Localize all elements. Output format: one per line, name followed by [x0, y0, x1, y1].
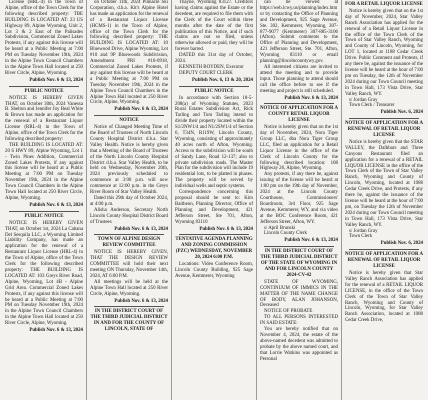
notice-paragraph: KENNETH BOYDEN, Executor	[179, 64, 244, 70]
notice-paragraph: NOTICE IS HEREBY GIVEN THAT, on October 30th, 2024 Vanessa B. Shelton and Jennifer Joy Beal White & Brown has made an application for the renewal of a Restaurant Liquor License (RRL-4) in the Town of Alpine, office of the Town Clerk for the following described property:	[5, 95, 83, 142]
notice-paragraph: DATED this 31st day of October, 2024.	[175, 53, 253, 65]
publish-dates: Publish Nov. 6 & 13, 2024	[29, 77, 83, 83]
publish-dates: Publish Nov. 6 & 13, 2024	[199, 226, 253, 232]
legal-notice	[260, 106, 338, 244]
legal-notice	[175, 89, 253, 233]
notice-title: TENTATIVE AGENDA PLANNING AND ZONING COMMISSION (PZC) WEDNESDAY, NOVEMBER 20, 2024 6:00 P.M.	[175, 237, 253, 261]
notice-column	[172, 0, 257, 400]
notice-paragraph: Town Clerk	[349, 234, 373, 240]
notice-paragraph: STATE OF WYOMING, CONTINUUM OF IMMICS IN THE MATTER OF THE NAME CHANGE OF BODY, ALAN JOHANSON, Deceased	[260, 279, 338, 309]
legal-notice	[90, 237, 168, 304]
legal-notice	[175, 0, 253, 84]
publish-dates: Publish Nov. 6 & 13, 2024	[114, 226, 168, 232]
notice-column	[87, 0, 172, 400]
legal-notice	[345, 252, 423, 324]
notice-paragraph: Notice of Changed Meeting Time of the Board of Trustees of North Lincoln County Hospital District d.b.a. Star Valley Health. Notice is hereby given that a Meeting of the Board of Trustees of the North Lincoln County Hospital District d.b.a. Star Valley Health, to be held on Wednesday, November 20th, 2024 previously scheduled to commence at 3:00 p.m. will now commence at 12:00 p.m. in the Greys River Room of Star Valley Health.	[90, 125, 168, 196]
notice-divider	[349, 118, 419, 119]
notice-title: PUBLIC NOTICE	[24, 213, 64, 219]
notice-column	[2, 0, 87, 400]
publish-dates: Publish Nov. 6, 13 & 20, 2024	[191, 77, 253, 83]
notice-paragraph: s/ April Brunski	[264, 225, 296, 231]
publish-dates: Publish Nov. 6 & 13, 2024	[284, 238, 338, 244]
publish-dates: Publish Nov. 6 & 13, 2024	[29, 202, 83, 208]
notice-divider	[179, 234, 249, 235]
notice-paragraph: TO ALL PERSONS INTERESTED IN SAID ESTATE:	[260, 315, 338, 327]
notice-paragraph: s/ Jordan Gray	[349, 97, 378, 103]
legal-notice	[5, 89, 83, 209]
notice-column	[257, 0, 342, 400]
notice-paragraph: can be viewed at https://web.lcwy.us/planning/index.htm or by contacting the Office of Planning and Development, 925 Sage Avenue, Ste. 302, Kemmerer, Wyoming, 307-877-9077 (Kemmerer) 307-885-3106 (Afton). Submit comments to the Office of Planning and Development, 421 Jefferson Street, Ste. 701, Afton, Wyoming 83110 or email planning@lincolncountywy.gov.	[260, 0, 338, 65]
notice-title: NOTICE OF APPLICATION FOR A RENEWAL OF RETAIL LIQUOR LICENSE	[345, 252, 423, 270]
notice-paragraph: NOTICE IS HEREBY GIVEN, THAT THE DESIGN REVIEW COMMITTEE will hold their next meeting ON Thursday, November 14th, 2024, AT 6:00 P.M.	[90, 250, 168, 279]
notice-title: FOR A RETAIL LIQUOR LICENSE	[345, 2, 423, 7]
notice-paragraph: Town Clerk / Treasurer	[349, 103, 395, 109]
notice-paragraph: NOTICE IS HEREBY GIVEN THAT, on October 1st, 2024 La Cabana Del Sesquila LLC, a Wyoming Limited Liability Company, has made an application for the renewal of a Restaurant Liquor License (HRL-4) in the Town of Alpine, office of the Town Clerk for the following described property: THE BUILDING IS LOCATED AT: 103 Greys River Road, Alpine, Wyoming, Lot 4B - Alpine Grid Area. Commercial Zoned Lakes Protests, if any against this license will be heard at a Public Meeting at 7:00 PM on Tuesday November 19th, 2024 in the Alpine Town Council Chambers in the Alpine Town Hall located at 250 River Circle, Alpine, Wyoming.	[5, 220, 83, 327]
notice-divider	[264, 103, 334, 104]
publish-dates: Publish Nov. 6, 2024	[380, 110, 423, 116]
notice-paragraph: Locations: Video Conference Room, Lincoln County Building, 925 Sage Avenue, Kemmerer, Wyoming	[175, 262, 253, 279]
notice-title: TOWN OF ALPINE DESIGN REVIEW COMMITTEE	[97, 237, 161, 249]
notice-title: PUBLIC NOTICE	[24, 88, 64, 94]
legal-notice	[90, 118, 168, 232]
notice-paragraph: Any protests, if any there be, against issuing of the license will be heard at 1:00 pm on the 19th day of November, 2024 at the Lincoln County Courthouse, Commissioners' Boardroom, 3rd Floor, 925 Sage Avenue, Kemmerer, WY, and via video at the BOC Conference Room, 421 Jefferson Street, Afton, WY.	[260, 172, 338, 225]
notice-paragraph: All interested citizens are invited to attend the meeting and to provide input. Those planning to attend should call the office before to see if the meeting and project is still scheduled.	[260, 64, 338, 94]
notice-title: NOTICE OF APPLICATION FOR A COUNTY RETAIL LIQUOR LICENSE	[260, 106, 338, 124]
notice-paragraph: THE BUILDING IS LOCATED AT: 20 S HWY 89, Alpine Wyoming, Lot 1 - Twin Pines Addition, Commercial Zoned Lakes Protests, if any against this license will be heard at a Public Meeting at 7:00 PM on Tuesday November 19th, 2024 in the Alpine Town Council Chambers in the Alpine Town Hall located at 250 River Circle, Alpine, Wyoming.	[5, 142, 83, 201]
legal-notice	[260, 249, 338, 362]
publish-dates: Publish Nov. 6 & 13, 2024	[284, 95, 338, 101]
notice-paragraph: on October 11th, 2024 Pinnacle Ski Corporation, d.b.a. Kit's Alpine Hotel has made an application for the renewal of a Restaurant Liquor License (HCMS-1) in the Town of Alpine, office of the Town Clerk for the following described property: THE BUILDING IS LOCATED AT: 10 Bluewood Drive, Alpine Wyoming, Lot #10 and 9P Bluewoods Subdivision, Amendment PRI #10-0918, Commercial Zoned Lakes Protests, if any against this license will be heard at a Public Meeting at 7:00 PM on Tuesday November 19th, 2024 in the Alpine Town Council Chambers in the Alpine Town Hall located at 250 River Circle, Alpine, Wyoming.	[90, 0, 168, 106]
notice-divider	[349, 249, 419, 250]
notice-paragraph: Notice is hereby given that the STAR VALLEY, the Dalbbars and Three Canyons Restaurant filed an application for a renewal of a RETAIL LIQUOR LICENSE in the office of the Town Clerk of the Town of Star Valley Ranch, Wyoming and County of Lincoln, Wyoming, located at 1088 Cedar Creek Drive, and Protests, if any there be, against the issuance of the license will be heard at the hour of 7:00 pm, on Tuesday the 12th of November 2024 during our Town Council meeting in Town Hall, 173 Vista Drive, Star Valley Ranch, WY.	[345, 139, 423, 228]
legal-notice	[90, 0, 168, 113]
publish-dates: Publish Nov. 6, 2024	[380, 241, 423, 247]
publish-dates: Publish Nov. 6 & 13, 2024	[29, 328, 83, 334]
notice-paragraph: You are hereby notified that on November 4, 2024, the estate of the above-named decedent was admitted to probate by the above named court, and that Lorrie Watkins was appointed as Personal	[260, 327, 338, 362]
notice-title: NOTICE OF APPLICATION FOR A RENEWAL OF RETAIL LIQUOR LICENSE	[345, 121, 423, 139]
legal-notice	[5, 0, 83, 84]
notice-paragraph: License (HRL-4) in the Town of Alpine, office of the Town Clerk for the following described property: TBE BUILDING IS LOCATED AT: 23 US Highway 89, Alpine Wyoming, Unit 2, Lot 3 & 2 East of the Palisades Subdivision, Commercial Zoned Lakes Protests, if any against this license will be heard at a Public Meeting at 7:00 PM on Tuesday November 19th, 2024 in the Alpine Town Council Chambers in the Alpine Town Hall located at 250 River Circle, Alpine, Wyoming.	[5, 0, 83, 76]
notice-paragraph: s/ Jordan Gray	[349, 228, 378, 234]
legal-notice	[90, 309, 168, 333]
publish-dates: Publish Nov. 6 & 13, 2024	[114, 298, 168, 304]
notice-divider	[9, 211, 79, 212]
notice-paragraph: Notice is hereby given that on the 1st day of November, 2024, Nora Tiger Group LLC, dba Nora Tiger Group LLC, filed an application for a Retail Liquor License in the office of the Clerk of Lincoln County for the following described location: 108 Highway 26, Alpine, Wyoming.	[260, 125, 338, 172]
legal-notice	[260, 0, 338, 101]
notice-paragraph: Alisha Anderson, Secretary North Lincoln County Hospital District Board of Trustees	[90, 207, 168, 225]
notice-paragraph: In accordance with Section 18-5-208(a) of Wyoming Statutes, 2023 Rural Estates Subdivision Act, Rick Tarling and Tom Tarling intend to divide their property located within the S1/2NW1/4 and N1/2SW1/4 of Section 6, T34N, R119W, Lincoln County, Wyoming, consisting of approximately 40 acres north of Afton, Wyoming. Access to the subdivision will be south of Sandy Lane, Road 12-137; also to private subdivision roads. The Master Plan for the subdivision will include 19 residential lots, to be platted in phases. The property will be served by individual wells and septic systems.	[175, 95, 253, 190]
notice-paragraph: NOTICE OF PROBATE	[264, 309, 313, 315]
notice-column	[342, 0, 426, 400]
notice-divider	[9, 86, 79, 87]
notice-paragraph: DEPUTY COURT CLERK	[179, 70, 233, 76]
notice-title: PUBLIC NOTICE	[194, 88, 234, 94]
notice-divider	[94, 234, 164, 235]
notice-paragraph: Lincoln County Clerk	[264, 231, 307, 237]
legal-notice	[345, 2, 423, 116]
notice-paragraph: Dated this 29th day of October 2024, at 4:00 p.m.	[90, 196, 168, 207]
notice-paragraph: All meetings will be held at the Alpine Town Hall located at 250 River Circle, Alpine, Wyoming.	[90, 279, 168, 297]
legal-notice	[175, 237, 253, 279]
notice-paragraph: Thayne, Wyoming 83127. Creditors having claims against the Estate or the decedent, are required to file them with the Clerk of the Court within three months after the date of the first publication of this Notice, and if such claims are not so filed, unless otherwise allowed or paid, they will be forever barred.	[175, 0, 253, 53]
notice-divider	[94, 306, 164, 307]
notice-paragraph: Notice is hereby given that on the 1st day of November, 2024, Star Valley Ranch Association has applied for the renewal of a Retail Liquor License in the office of the Town Clerk of the Town of Star Valley Ranch, Wyoming and County of Lincoln, Wyoming, for LOT 1, located at 1188 Cedar Creek Drive. Public Comment and Protests, if any there be, against the issuance of the license will be heard at the hour of 7:00 pm on Tuesday, the 12th of November 2024 during our Town Council meeting in Town Hall, 173 Vista Drive, Star Valley Ranch, WY.	[345, 8, 423, 97]
notice-divider	[264, 246, 334, 247]
notice-paragraph: Correspondence concerning this proposal should be sent to: Kim Baitheon, Planning Director, Office of Planning and Development, 421 Jefferson Street, Ste 701, Afton, Wyoming 83110	[175, 190, 253, 225]
notice-title: NOTICE	[119, 118, 139, 124]
legal-notice	[345, 121, 423, 247]
legal-notice	[5, 214, 83, 334]
notice-title: IN THE DISTRICT COURT OF THE THIRD JUDICIAL DISTRICT OF THE STATE OF WYOMING IN AND FOR LINCOLN COUNTY 2024-CV-42	[260, 249, 338, 278]
notice-divider	[179, 86, 249, 87]
notice-paragraph: Notice is hereby given that Star Valley Ranch Association has applied for the renewal of a RETAIL LIQUOR LICENSE, in the office of the Town Clerk of the Town of Star Valley Ranch, Wyoming and County of Lincoln, Wyoming, for Star Valley Ranch Association, located at 1088 Cedar Creek Drive,	[345, 270, 423, 324]
notice-divider	[94, 115, 164, 116]
notice-title: IN THE DISTRICT COURT OF THE THIRD JUDICIAL DISTRICT IN AND FOR THE COUNTY OF LINCOLN, STATE OF	[90, 309, 168, 333]
publish-dates: Publish Nov. 6 & 13, 2024	[114, 107, 168, 113]
